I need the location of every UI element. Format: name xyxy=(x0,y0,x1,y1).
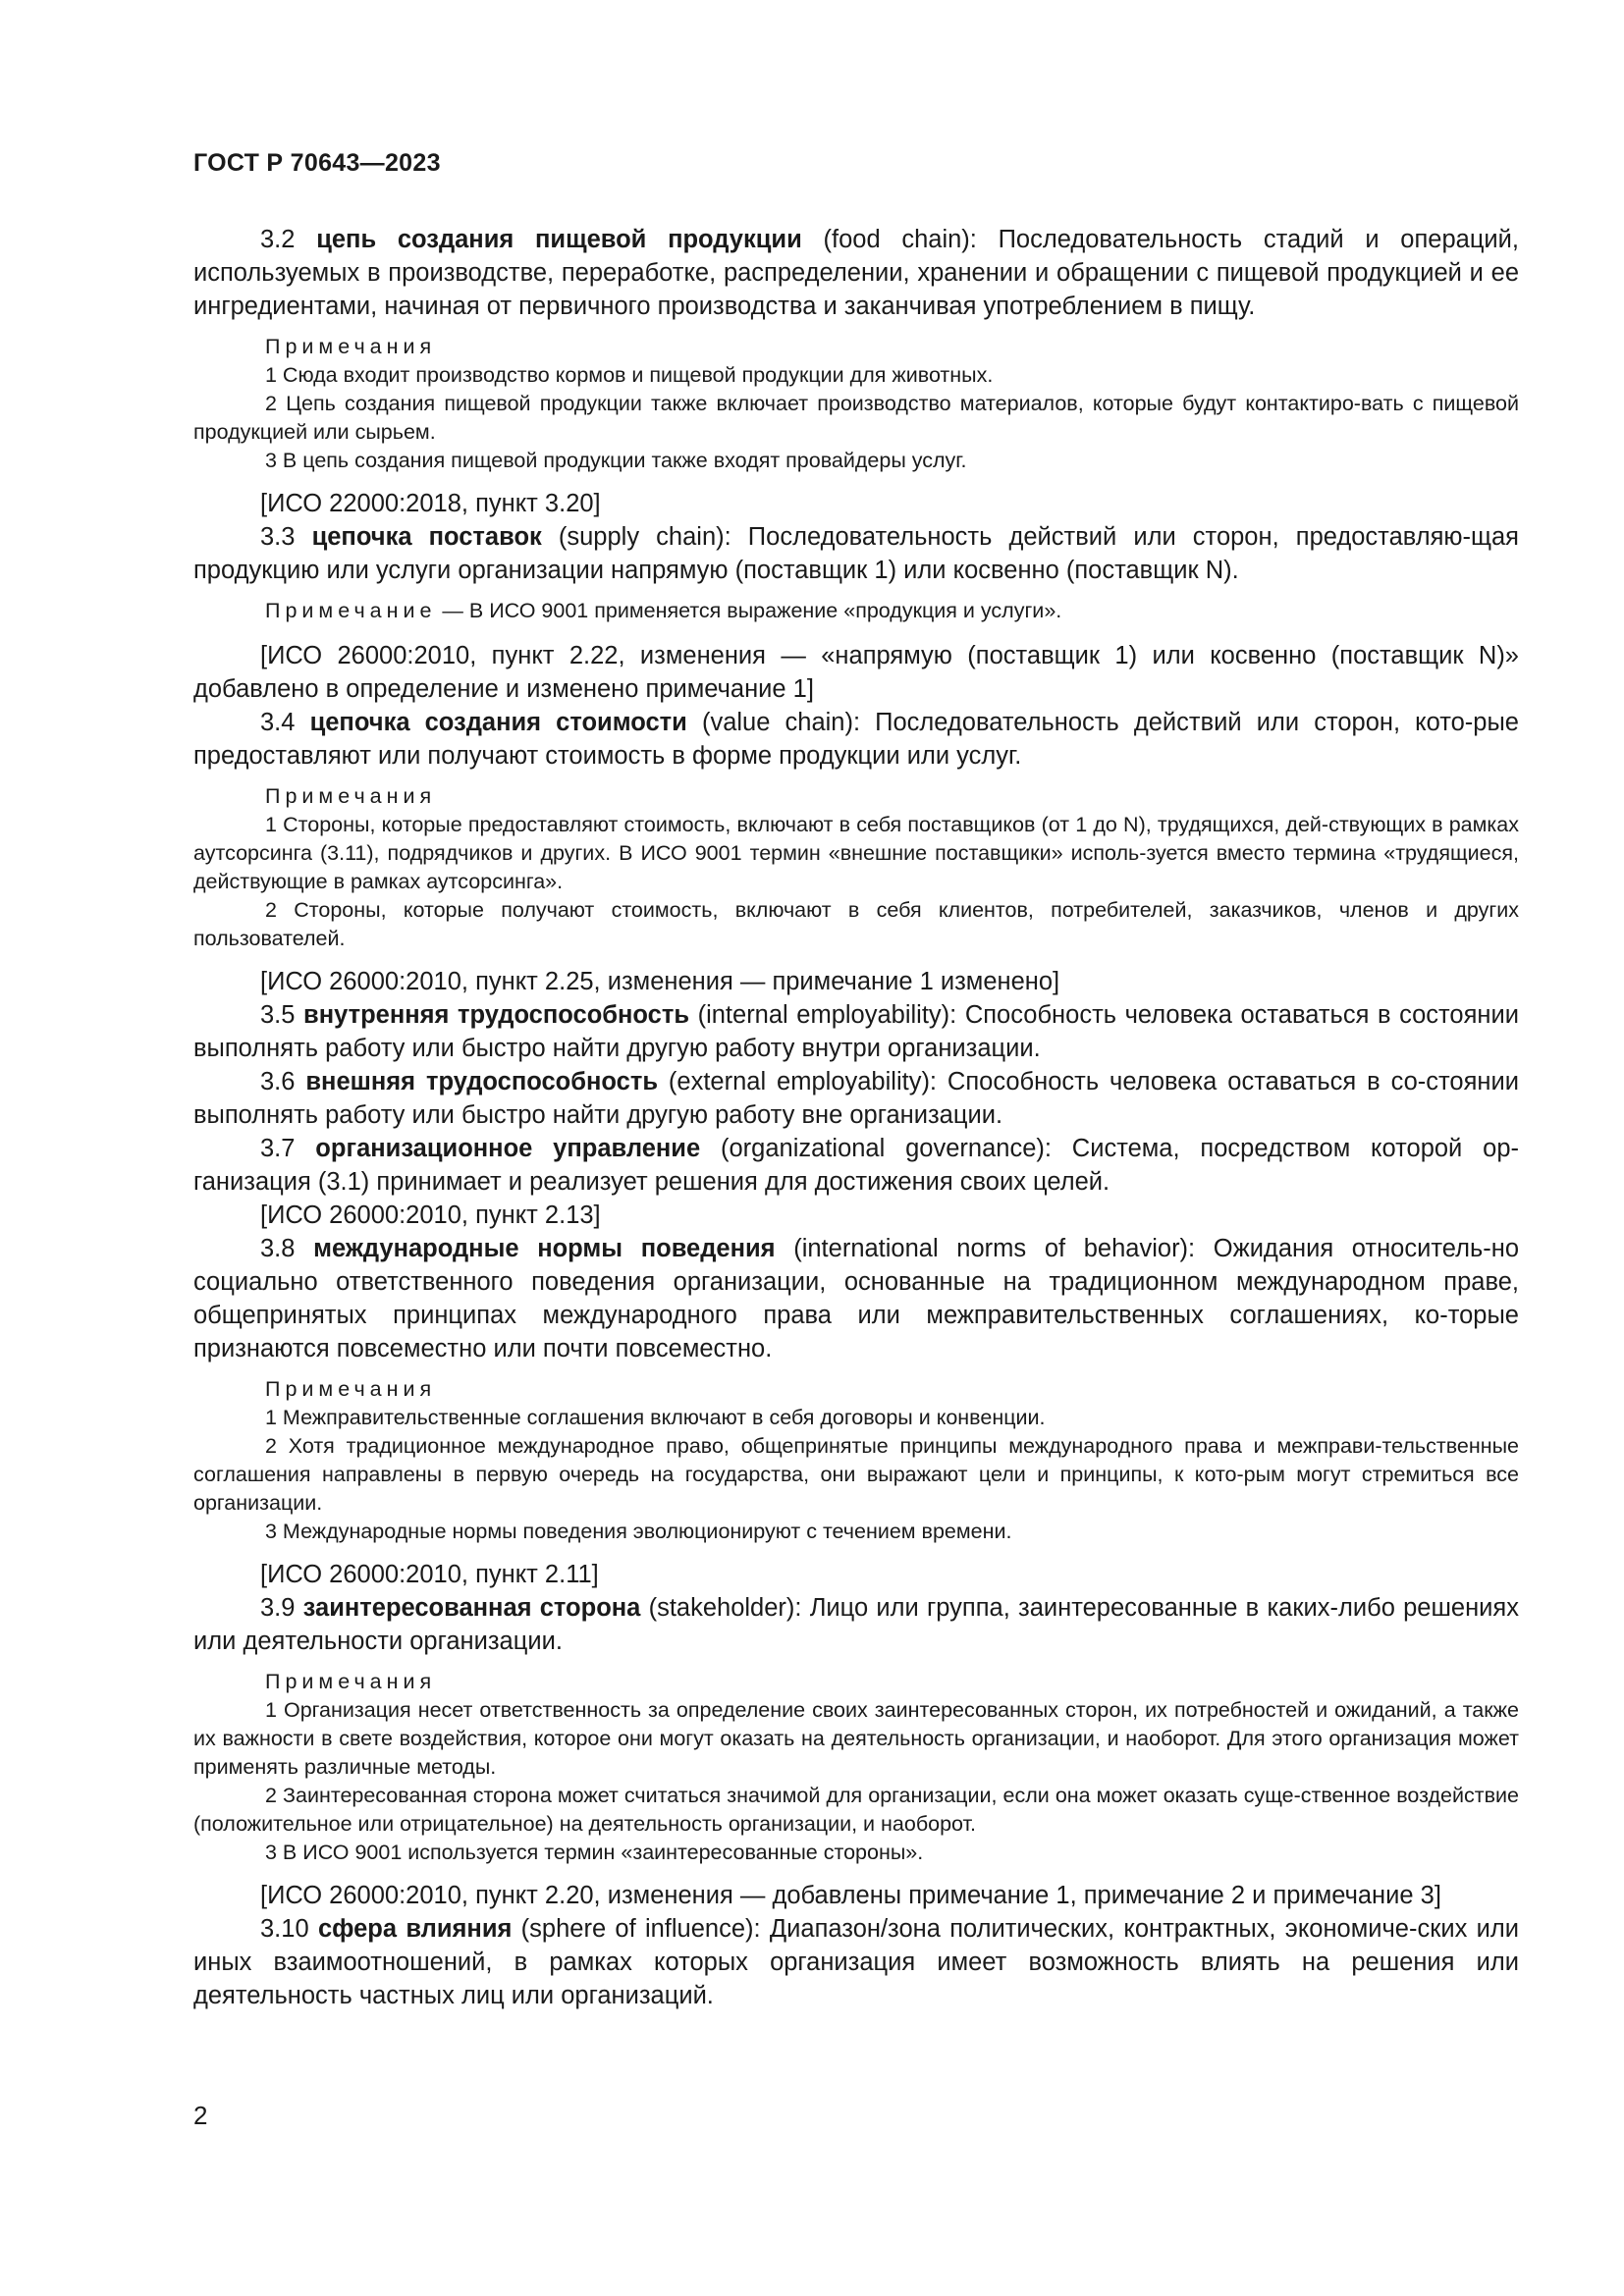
source-reference: [ИСО 26000:2010, пункт 2.22, изменения — «напрямую (поставщик 1) или косвенно (поставщик N)» добавлено в определение и изменено примечание 1] xyxy=(193,642,1519,703)
entry-number: 3.4 xyxy=(260,709,296,736)
entry-number: 3.9 xyxy=(260,1594,296,1622)
definition: (international norms of behavior): Ожидания относитель-но социально ответственного поведения организации, основанные на традиционном международном праве, общепринятых принципах международного права или межправительственных соглашениях, ко-торые признаются повсеместно или почти повсеместно. xyxy=(193,1235,1519,1362)
term: цепочка поставок xyxy=(311,523,542,551)
entry-number: 3.5 xyxy=(260,1001,296,1029)
note: 2 Заинтересованная сторона может считаться значимой для организации, если она может оказать суще-ственное воздействие (положительное или отрицательное) на деятельность организации, и наоборот. xyxy=(193,1784,1519,1836)
note-single xyxy=(193,597,1519,625)
entry-number: 3.7 xyxy=(260,1135,296,1162)
entry-3-2 xyxy=(193,223,1519,323)
standard-designation: ГОСТ Р 70643—2023 xyxy=(193,149,441,177)
source-reference: [ИСО 26000:2010, пункт 2.13] xyxy=(260,1201,601,1229)
note: 3 Международные нормы поведения эволюционируют с течением времени. xyxy=(265,1520,1012,1543)
definition: (internal employability): Способность человека оставаться в состоянии выполнять работу или быстро найти другую работу внутри организации. xyxy=(193,1001,1519,1062)
entry-3-5 xyxy=(193,998,1519,1065)
term: внутренняя трудоспособность xyxy=(303,1001,690,1029)
definition: (external employability): Способность человека оставаться в со-стоянии выполнять работу или быстро найти другую работу вне организации. xyxy=(193,1068,1519,1129)
note: 1 Межправительственные соглашения включают в себя договоры и конвенции. xyxy=(265,1406,1046,1429)
page-number: 2 xyxy=(193,2101,208,2130)
entry-number: 3.10 xyxy=(260,1915,309,1943)
entry-number: 3.2 xyxy=(260,226,296,253)
term: заинтересованная сторона xyxy=(302,1594,641,1622)
note: 2 Хотя традиционное международное право, общепринятые принципы международного права и межправи-тельственные соглашения направлены в первую очередь на государства, они выражают цели и принципы, к кото-рым могут стремиться все организации. xyxy=(193,1434,1519,1515)
notes-heading: Примечания xyxy=(265,1377,437,1401)
note: 1 Стороны, которые предоставляют стоимость, включают в себя поставщиков (от 1 до N), трудящихся, дей-ствующих в рамках аутсорсинга (3.11), подрядчиков и других. В ИСО 9001 термин «внешние поставщики» исполь-зуется вместо термина «трудящиеся, действующие в рамках аутсорсинга». xyxy=(193,813,1519,893)
note-text: — В ИСО 9001 применяется выражение «продукция и услуги». xyxy=(436,599,1062,622)
entry-3-9 xyxy=(193,1591,1519,1658)
term: цепь создания пищевой продукции xyxy=(316,226,802,253)
notes-heading: Примечания xyxy=(265,784,437,808)
note: 3 В ИСО 9001 используется термин «заинтересованные стороны». xyxy=(265,1841,924,1864)
entry-number: 3.3 xyxy=(260,523,296,551)
notes-heading: Примечания xyxy=(265,1670,437,1693)
note: 1 Сюда входит производство кормов и пищевой продукции для животных. xyxy=(265,363,994,387)
source-reference: [ИСО 26000:2010, пункт 2.11] xyxy=(260,1561,599,1588)
source-reference: [ИСО 22000:2018, пункт 3.20] xyxy=(260,490,601,517)
entry-3-10 xyxy=(193,1912,1519,2012)
entry-number: 3.8 xyxy=(260,1235,296,1262)
definition: (sphere of influence): Диапазон/зона политических, контрактных, экономиче-ских или иных взаимоотношений, в рамках которых организация имеет возможность влиять на решения или деятельность частных лиц или организаций. xyxy=(193,1915,1519,2009)
entry-number: 3.6 xyxy=(260,1068,296,1095)
term: цепочка создания стоимости xyxy=(309,709,687,736)
term: международные нормы поведения xyxy=(313,1235,776,1262)
definition: (stakeholder): Лицо или группа, заинтересованные в каких-либо решениях или деятельности организации. xyxy=(193,1594,1519,1655)
entry-3-8 xyxy=(193,1232,1519,1365)
term: сфера влияния xyxy=(317,1915,513,1943)
entry-3-7 xyxy=(193,1132,1519,1199)
source-reference: [ИСО 26000:2010, пункт 2.25, изменения — примечание 1 изменено] xyxy=(260,968,1060,995)
entry-3-4 xyxy=(193,706,1519,773)
entry-3-6 xyxy=(193,1065,1519,1132)
definition: (food chain): Последовательность стадий и операций, используемых в производстве, переработке, распределении, хранении и обращении с пищевой продукцией и ее ингредиентами, начиная от первичного производства и заканчивая употреблением в пищу. xyxy=(193,226,1519,320)
definition: (value chain): Последовательность действий или сторон, кото-рые предоставляют или получают стоимость в форме продукции или услуг. xyxy=(193,709,1519,770)
term: внешняя трудоспособность xyxy=(305,1068,658,1095)
entry-3-3 xyxy=(193,520,1519,587)
note-label: Примечание xyxy=(265,599,437,622)
note: 3 В цепь создания пищевой продукции также входят провайдеры услуг. xyxy=(265,449,967,472)
note: 2 Цепь создания пищевой продукции также включает производство материалов, которые будут контактиро-вать с пищевой продукцией или сырьем. xyxy=(193,392,1519,444)
document-body xyxy=(193,223,1519,2012)
source-reference: [ИСО 26000:2010, пункт 2.20, изменения — добавлены примечание 1, примечание 2 и примечание 3] xyxy=(260,1882,1441,1909)
term: организационное управление xyxy=(315,1135,701,1162)
note: 2 Стороны, которые получают стоимость, включают в себя клиентов, потребителей, заказчиков, членов и других пользователей. xyxy=(193,898,1519,950)
definition: (organizational governance): Система, посредством которой ор-ганизация (3.1) принимает и реализует решения для достижения своих целей. xyxy=(193,1135,1519,1196)
note: 1 Организация несет ответственность за определение своих заинтересованных сторон, их потребностей и ожиданий, а также их важности в свете воздействия, которое они могут оказать на деятельность организации, и наоборот. Для этого организация может применять различные методы. xyxy=(193,1698,1519,1779)
definition: (supply chain): Последовательность действий или сторон, предоставляю-щая продукцию или услуги организации напрямую (поставщик 1) или косвенно (поставщик N). xyxy=(193,523,1519,584)
notes-heading: Примечания xyxy=(265,335,437,358)
